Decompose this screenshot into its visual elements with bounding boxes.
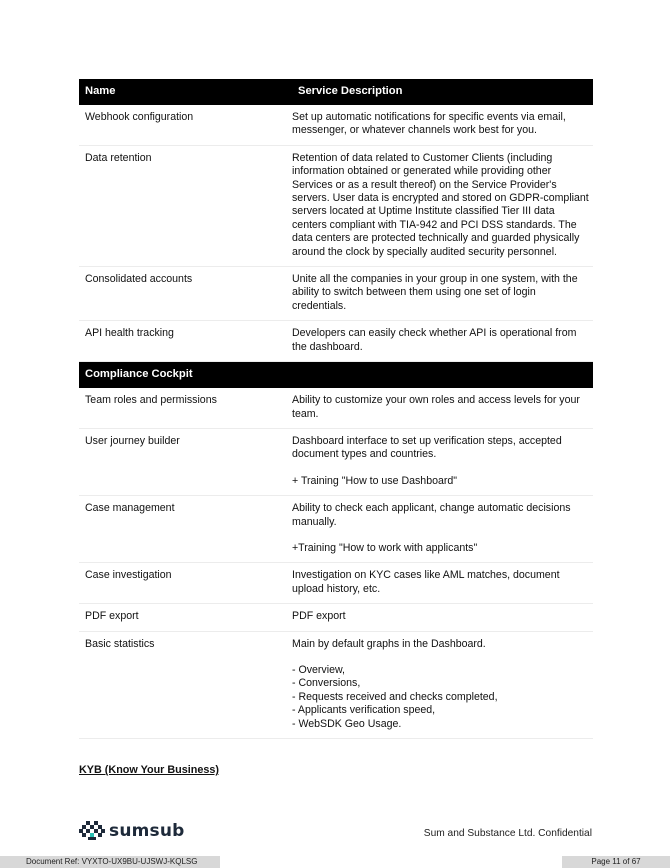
row-description (292, 111, 593, 138)
page-number: Page 11 of 67 (562, 856, 670, 868)
row-description (292, 152, 593, 259)
services-table (79, 79, 593, 739)
table-row (79, 429, 593, 496)
description-paragraph: Set up automatic notifications for specific events via email, messenger, or whatever channels work best for you. (292, 111, 566, 137)
table-row (79, 267, 593, 321)
row-description (292, 273, 593, 313)
table-row (79, 563, 593, 604)
sumsub-logo-icon (79, 821, 105, 841)
table-row (79, 604, 593, 631)
row-name: API health tracking (85, 327, 174, 340)
row-name: Team roles and permissions (85, 394, 217, 407)
header-name: Name (85, 85, 116, 98)
row-name: PDF export (85, 610, 139, 623)
description-paragraph: + Training "How to use Dashboard" (292, 474, 458, 487)
description-paragraph: Main by default graphs in the Dashboard. (292, 637, 486, 650)
row-description (292, 638, 593, 731)
table-row (79, 496, 593, 563)
description-paragraph: PDF export (292, 610, 346, 623)
row-name: Case investigation (85, 569, 172, 582)
row-name: Data retention (85, 151, 152, 164)
row-name: User journey builder (85, 434, 180, 447)
row-description (292, 394, 593, 421)
description-paragraph: Ability to check each applicant, change automatic decisions manually. (292, 502, 571, 528)
description-paragraph: Ability to customize your own roles and access levels for your team. (292, 394, 580, 420)
row-name: Case management (85, 502, 175, 515)
row-description (292, 610, 593, 623)
row-description (292, 569, 593, 596)
table-header (79, 79, 593, 105)
confidential-note: Sum and Substance Ltd. Confidential (423, 828, 592, 839)
table-row (79, 321, 593, 362)
description-paragraph: Unite all the companies in your group in one system, with the ability to switch between them using one set of login credentials. (292, 273, 578, 312)
sumsub-logo (79, 821, 185, 841)
row-name: Basic statistics (85, 637, 155, 650)
document-ref: Document Ref: VYXTO-UX9BU-UJSWJ-KQLSG (0, 856, 220, 868)
description-paragraph: Developers can easily check whether API is operational from the dashboard. (292, 327, 577, 353)
table-row (79, 632, 593, 739)
description-paragraph: Investigation on KYC cases like AML matches, document upload history, etc. (292, 569, 560, 595)
description-paragraph: - Overview, - Conversions, - Requests received and checks completed, - Applicants verification speed, - WebSDK Geo Usage. (292, 663, 498, 730)
table-row (79, 146, 593, 267)
row-description (292, 435, 593, 488)
section-compliance-cockpit: Compliance Cockpit (79, 362, 593, 388)
description-paragraph: +Training "How to work with applicants" (292, 541, 478, 554)
table-row (79, 105, 593, 146)
row-name: Consolidated accounts (85, 273, 193, 286)
description-paragraph: Retention of data related to Customer Clients (including information obtained or generated while providing other Services or as a result thereof) on the Service Provider's servers. User data is encrypted and stored on GDPR-compliant servers located at Uptime Institute classified Tier III data centers compliant with TIA-942 and PCI DSS standards. The data centers are protected technically and guarded physically around the clock by specially audited security personnel. (292, 151, 589, 258)
table-row (79, 388, 593, 429)
description-paragraph: Dashboard interface to set up verification steps, accepted document types and countries. (292, 434, 562, 461)
row-description (292, 327, 593, 354)
logo-text: sumsub (109, 821, 185, 841)
kyb-heading: KYB (Know Your Business) (79, 764, 219, 776)
header-description: Service Description (298, 85, 403, 98)
row-name: Webhook configuration (85, 111, 194, 123)
row-description (292, 502, 593, 555)
